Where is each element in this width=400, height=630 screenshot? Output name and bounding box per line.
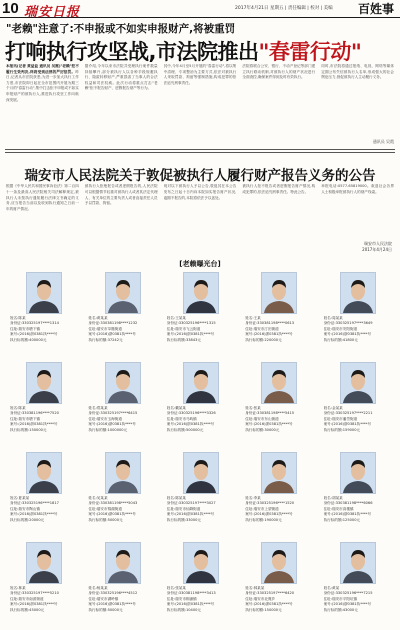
debtor-amount: 执行标的额:20000元: [10, 517, 45, 522]
debtor-photo: [105, 452, 141, 494]
debtor-id: 身份证:330325196****1315: [166, 321, 216, 326]
debtor-id: 身份证:330325197****5210: [10, 591, 59, 596]
article-column-2: 据介绍,今年以来市法院共受理执行案件数量持续攀升,部分被执行人以各种手段规避执行、隐匿转移财产,严重损害了当事人的合法权益和司法权威。此次行动将重点打击"老赖"拒不报告财产、虚假报告财产等行为。: [84, 64, 158, 91]
debtor-card: [84, 540, 158, 628]
debtor-name: 姓名:陈某某: [166, 496, 186, 500]
debtor-id: 身份证:330325196****1520: [245, 501, 295, 506]
page-number: 10: [2, 0, 19, 17]
debtor-card: [6, 360, 80, 448]
announcement-column-3: 现对以下被执行人予以公告,敦促其在本公告发布之日起十日内向本院如实报告财产状况,逾期不报告的,本院将依法予以惩处。: [163, 184, 237, 200]
debtor-address: 住址:瑞安市南滨街道: [10, 596, 44, 601]
debtor-photo: [105, 362, 141, 404]
debtor-id: 身份证:330325196****1817: [10, 501, 59, 506]
person-portrait-icon: [27, 273, 61, 313]
person-portrait-icon: [341, 543, 375, 583]
debtor-case: 案号:(2016)浙0381执****号: [323, 422, 372, 427]
masthead-logo: 瑞安日报: [24, 5, 81, 20]
article-body: [6, 64, 394, 144]
debtor-case: 案号:(2016)浙0381执****号: [166, 512, 215, 517]
debtor-name: 姓名:夏某某: [10, 496, 30, 500]
debtor-address: 住址:瑞安市汀田街道: [245, 326, 279, 331]
debtor-card: [6, 270, 80, 358]
main-headline-part1: 打响执行攻坚战,市法院推出: [5, 40, 259, 64]
debtor-amount: 执行标的额:150000元: [10, 427, 47, 432]
debtor-name: 姓名:金某某: [323, 406, 343, 410]
debtor-amount: 执行标的额:125000元: [323, 517, 361, 522]
debtor-case: 案号:(2016)浙0381执****号: [10, 602, 58, 607]
debtor-info: [88, 586, 156, 613]
debtor-amount: 执行标的额:159000元: [323, 427, 361, 432]
person-portrait-icon: [106, 543, 140, 583]
debtor-amount: 执行标的额:500000元: [166, 427, 204, 432]
debtor-card: [241, 540, 315, 628]
debtor-info: [245, 406, 313, 433]
debtor-info: [245, 496, 313, 523]
person-portrait-icon: [341, 273, 375, 313]
debtor-id: 身份证:330381198****6066: [323, 501, 373, 506]
main-headline-part2: "春雷行动": [258, 40, 362, 64]
debtor-info: [88, 316, 156, 343]
debtor-photo: [183, 272, 219, 314]
debtor-amount: 执行标的额:220000元: [245, 337, 282, 342]
debtor-name: 姓名:林某: [10, 586, 26, 590]
debtor-address: 住址:瑞安市安阳街道: [323, 326, 358, 331]
article-column-3: 其中,今年4月至5月开展的"春雷行动",将以集中清理、专项整治为主要方式,依法对被执行人采取罚款、拘留等强制措施,构成犯罪的依法追究刑事责任。: [163, 64, 237, 85]
debtor-info: [324, 586, 392, 613]
main-headline: [5, 36, 361, 66]
debtor-id: 身份证:330381196****7520: [10, 411, 59, 416]
debtor-name: 姓名:林某某: [245, 586, 265, 590]
debtor-info: [167, 406, 235, 433]
debtor-card: [163, 540, 237, 628]
debtor-grid: [6, 270, 394, 628]
debtor-id: 身份证:330325197****6415: [88, 411, 138, 416]
debtor-address: 住址:瑞安市东山街道: [245, 416, 279, 421]
debtor-name: 姓名:张某: [245, 406, 261, 410]
debtor-photo: [261, 272, 297, 314]
debtor-info: [167, 316, 235, 343]
section-title: 百姓事: [357, 2, 394, 16]
debtor-info: [245, 586, 313, 613]
debtor-address: 住址:瑞安市高楼镇: [323, 506, 354, 511]
debtor-amount: 执行标的额:50000元: [88, 607, 123, 612]
debtor-amount: 执行标的额:1000000元: [88, 427, 128, 432]
debtor-name: 姓名:周某某: [323, 316, 343, 320]
section-divider-top: [5, 149, 395, 150]
debtor-amount: 执行标的额:37242元: [88, 337, 123, 342]
debtor-name: 姓名:杨某某: [88, 586, 108, 590]
debtor-photo: [26, 452, 62, 494]
person-portrait-icon: [106, 363, 140, 403]
debtor-id: 身份证:330325196****3326: [166, 411, 216, 416]
debtor-info: [167, 586, 235, 613]
debtor-case: 案号:(2016)浙0381执****号: [166, 602, 215, 607]
article-text-1: 昨日,记者从市法院获悉,为进一步加大执行工作力度,市法院即日起在全市范围内开展为期三个月的"春雷行动",集中打击拒不申报或不如实申报财产的被执行人,推进执行攻坚工作向纵深发展。: [6, 69, 79, 102]
announcement-column-2: 被执行人拒绝报告或者虚假报告的,人民法院可以根据情节轻重对被执行人或者其法定代理人、有关单位的主要负责人或者直接责任人员予以罚款、拘留。: [84, 184, 158, 206]
debtor-case: 案号:(2016)浙0381执****号: [88, 602, 136, 607]
debtor-address: 住址:瑞安市锦湖街道: [88, 506, 122, 511]
debtor-case: 案号:(2016)浙0381执****号: [10, 332, 58, 337]
article-column-4: 法院将联合公安、银行、不动产登记等部门建立执行联动机制,对被执行人的财产状况进行全面查控,确保案件得到及时有效执行。: [242, 64, 316, 80]
debtor-amount: 执行标的额:33843元: [166, 337, 202, 342]
debtor-photo: [261, 542, 297, 584]
debtor-case: 案号:(2016)浙0381执****号: [10, 422, 58, 427]
court-name: 瑞安市人民法院: [364, 241, 392, 246]
debtor-info: [324, 496, 392, 523]
person-portrait-icon: [106, 273, 140, 313]
debtor-name: 姓名:王某某: [166, 316, 186, 320]
debtor-id: 身份证:330325197****6420: [245, 591, 295, 596]
debtor-case: 案号:(2016)浙0381执****号: [166, 422, 215, 427]
debtor-amount: 执行标的额:50000元: [88, 517, 123, 522]
person-portrait-icon: [341, 363, 375, 403]
debtor-amount: 执行标的额:190000元: [245, 517, 282, 522]
debtor-address: 住址:瑞安市桐浦镇: [166, 596, 197, 601]
debtor-photo: [340, 452, 376, 494]
article-column-1: [6, 64, 79, 144]
debtor-address: 住址:瑞安市玉海街道: [88, 416, 122, 421]
debtor-address: 住址:瑞安市马屿镇: [166, 416, 197, 421]
debtor-id: 身份证:330381198****1232: [88, 321, 138, 326]
announcement-column-5: 举报电话:0577-65819000。欢迎社会各界人士积极举报被执行人的财产线索。: [321, 184, 394, 194]
debtor-amount: 执行标的额:43000元: [323, 607, 358, 612]
debtor-id: 身份证:330325197****3649: [323, 321, 373, 326]
debtor-address: 住址:瑞安市飞云街道: [166, 326, 201, 331]
person-portrait-icon: [262, 543, 296, 583]
debtor-card: [163, 270, 237, 358]
debtor-case: 案号:(2016)浙0381执****号: [10, 512, 58, 517]
debtor-address: 住址:瑞安市潘岱街道: [323, 416, 358, 421]
debtor-card: [84, 270, 158, 358]
debtor-address: 住址:瑞安市塘下镇: [10, 326, 40, 331]
section-divider-bottom: [5, 152, 395, 153]
debtor-address: 住址:瑞安市上望街道: [245, 506, 279, 511]
person-portrait-icon: [184, 363, 218, 403]
kicker-headline: "老赖"注意了:不申报或不如实申报财产,将被重罚: [6, 23, 236, 35]
debtor-photo: [183, 542, 219, 584]
debtor-photo: [26, 542, 62, 584]
debtor-name: 姓名:郑某某: [88, 406, 108, 410]
person-portrait-icon: [106, 453, 140, 493]
debtor-photo: [340, 362, 376, 404]
debtor-photo: [26, 362, 62, 404]
debtor-id: 身份证:330325197****3027: [166, 501, 216, 506]
debtor-amount: 执行标的额:400000元: [10, 337, 47, 342]
debtor-name: 姓名:戴某某: [166, 406, 186, 410]
debtor-id: 身份证:330325197****1314: [10, 321, 59, 326]
debtor-case: 案号:(2016)浙0381执****号: [245, 602, 293, 607]
person-portrait-icon: [27, 543, 61, 583]
debtor-photo: [26, 272, 62, 314]
debtor-card: [6, 540, 80, 628]
debtor-amount: 执行标的额:41800元: [323, 337, 358, 342]
debtor-address: 住址:瑞安市仙降街道: [166, 506, 201, 511]
debtor-name: 姓名:陈某: [10, 316, 26, 320]
debtor-amount: 执行标的额:45000元: [10, 607, 45, 612]
debtor-card: [163, 450, 237, 538]
debtor-info: [245, 316, 313, 343]
debtor-card: [241, 270, 315, 358]
announcement-title: 瑞安市人民法院关于敦促被执行人履行财产报告义务的公告: [24, 168, 376, 184]
debtor-case: 案号:(2016)浙0381执****号: [166, 332, 215, 337]
article-byline: 通讯员 吴霞: [372, 139, 394, 144]
announcement-column-1: 根据《中华人民共和国民事诉讼法》第二百四十一条及最高人民法院相关司法解释规定,被执行人未按执行通知履行法律文书确定的义务,应当报告当前以及收到执行通知之日前一年的财产情况。: [6, 184, 79, 212]
debtor-id: 身份证:330325196****7215: [323, 591, 373, 596]
article-column-5: 同时,市法院将通过报纸、电视、网络等媒体定期公布失信被执行人名单,形成强大的社会舆论压力,督促被执行人主动履行义务。: [321, 64, 394, 80]
debtor-info: [10, 496, 78, 523]
debtor-card: [320, 270, 394, 358]
person-portrait-icon: [262, 273, 296, 313]
debtor-photo: [105, 542, 141, 584]
debtor-photo: [340, 272, 376, 314]
debtor-id: 身份证:330381198****3413: [166, 591, 216, 596]
debtor-address: 住址:瑞安市塘下镇: [10, 416, 40, 421]
debtor-name: 姓名:吴某某: [88, 496, 108, 500]
debtor-info: [167, 496, 235, 523]
debtor-case: 案号:(2016)浙0381执****号: [245, 512, 293, 517]
person-portrait-icon: [262, 363, 296, 403]
person-portrait-icon: [27, 363, 61, 403]
debtor-photo: [340, 542, 376, 584]
debtor-info: [10, 316, 78, 343]
debtor-case: 案号:(2016)浙0381执****号: [323, 512, 372, 517]
debtor-card: [84, 360, 158, 448]
announcement-column-4: 被执行人拒不报告或者虚假报告财产情况,构成犯罪的,依法追究刑事责任。特此公告。: [242, 184, 316, 194]
person-portrait-icon: [262, 453, 296, 493]
debtor-case: 案号:(2016)浙0381执****号: [88, 512, 136, 517]
debtor-name: 姓名:陈某: [10, 406, 26, 410]
debtor-info: [10, 406, 78, 433]
debtor-card: [6, 450, 80, 538]
debtor-name: 姓名:李某: [245, 496, 261, 500]
debtor-photo: [261, 362, 297, 404]
debtor-id: 身份证:330381198****0613: [245, 321, 295, 326]
debtor-address: 住址:瑞安市北麂乡: [245, 596, 276, 601]
debtor-card: [163, 360, 237, 448]
debtor-case: 案号:(2016)浙0381执****号: [245, 422, 293, 427]
person-portrait-icon: [184, 273, 218, 313]
debtor-photo: [261, 452, 297, 494]
debtor-card: [241, 450, 315, 538]
debtor-card: [241, 360, 315, 448]
debtor-address: 住址:瑞安市陶山镇: [10, 506, 40, 511]
debtor-name: 姓名:黄某某: [88, 316, 108, 320]
person-portrait-icon: [184, 453, 218, 493]
debtor-amount: 执行标的额:33000元: [166, 517, 202, 522]
article-lead: 本报讯(记者 黄益益 通讯员 吴霞)"老赖"拒不履行生效判决,终将受到法律的严厉惩罚。: [6, 64, 79, 74]
debtor-name: 姓名:张某某: [166, 586, 186, 590]
debtor-id: 身份证:330325197****2211: [323, 411, 373, 416]
debtor-photo: [105, 272, 141, 314]
debtor-card: [320, 450, 394, 538]
debtor-info: [324, 406, 392, 433]
debtor-address: 住址:瑞安市平阳坑镇: [323, 596, 358, 601]
debtor-address: 住址:瑞安市莘塍街道: [88, 326, 122, 331]
debtor-name: 姓名:胡某某: [323, 496, 343, 500]
debtor-amount: 执行标的额:30000元: [245, 427, 280, 432]
debtor-info: [324, 316, 392, 343]
debtor-card: [320, 540, 394, 628]
debtor-info: [88, 406, 156, 433]
page-header: [0, 0, 400, 18]
announcement-signature: [362, 241, 392, 252]
announcement-body: [6, 184, 394, 254]
debtor-name: 姓名:王某: [245, 316, 261, 320]
debtor-case: 案号:(2016)浙0381执****号: [88, 332, 136, 337]
debtor-card: [320, 360, 394, 448]
debtor-id: 身份证:330381198****5415: [245, 411, 295, 416]
debtor-photo: [183, 452, 219, 494]
debtor-id: 身份证:330381198****5043: [88, 501, 138, 506]
debtor-case: 案号:(2016)浙0381执****号: [245, 332, 293, 337]
debtor-photo: [183, 362, 219, 404]
person-portrait-icon: [341, 453, 375, 493]
issue-info: 2017年4月21日 星期五 | 责任编辑 | 校对 | 美编: [235, 6, 333, 11]
announcement-date: 2017年4月24日: [362, 246, 392, 252]
debtor-info: [10, 586, 78, 613]
debtor-card: [84, 450, 158, 538]
debtor-case: 案号:(2016)浙0381执****号: [88, 422, 136, 427]
debtor-case: 案号:(2016)浙0381执****号: [323, 332, 372, 337]
person-portrait-icon: [184, 543, 218, 583]
debtor-address: 住址:瑞安市湖岭镇: [88, 596, 119, 601]
exposure-board-title: [老赖曝光台]: [179, 260, 221, 268]
debtor-info: [88, 496, 156, 523]
debtor-name: 姓名:黄某: [323, 586, 340, 590]
person-portrait-icon: [27, 453, 61, 493]
debtor-id: 身份证:330325196****4512: [88, 591, 138, 596]
debtor-amount: 执行标的额:150000元: [245, 607, 282, 612]
debtor-amount: 执行标的额:10400元: [166, 607, 202, 612]
debtor-case: 案号:(2016)浙0381执****号: [323, 602, 372, 607]
